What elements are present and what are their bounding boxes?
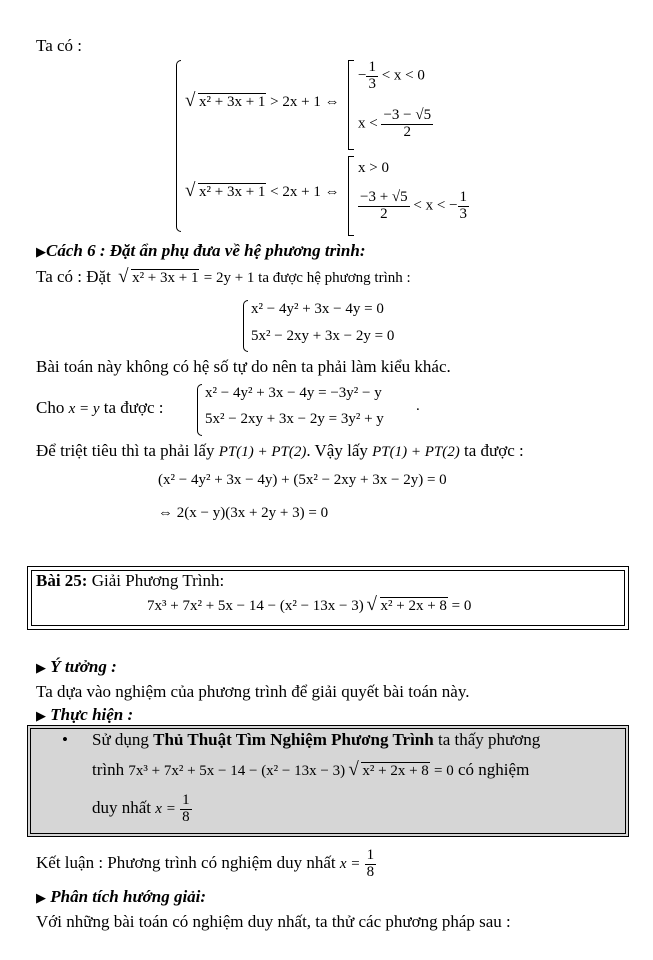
method6-intro: Ta có : Đặt √ x² + 3x + 1 = 2y + 1 ta được hệ phương trình :: [36, 267, 411, 287]
conclusion-line: Kết luận : Phương trình có nghiệm duy nhất x = $\frac{1}{8}$: [36, 847, 375, 880]
triangle-bullet-icon: ▶: [36, 244, 46, 259]
bullet-dot-icon: •: [62, 730, 68, 749]
execution-line-2: trình 7x³ + 7x² + 5x − 14 − (x² − 13x − 3) √ x² + 2x + 8 = 0 có nghiệm: [92, 760, 529, 780]
method6-heading: ▶Cách 6 : Đặt ẩn phụ đưa về hệ phương trình:: [36, 241, 366, 260]
analysis-text: Với những bài toán có nghiệm duy nhất, ta thử các phương pháp sau :: [36, 912, 511, 931]
intro-text: Ta có :: [36, 36, 83, 55]
sqrt-expression: √ x² + 3x + 1: [186, 93, 266, 111]
triangle-bullet-icon: ▶: [36, 660, 46, 675]
execution-line-3: duy nhất x = $\frac{1}{8}$: [92, 792, 190, 825]
problem-title: Bài 25: Giải Phương Trình:: [36, 571, 225, 590]
execution-heading: ▶ Thực hiện :: [36, 705, 134, 724]
idea-heading: ▶ Ý tưởng :: [36, 657, 117, 676]
triangle-bullet-icon: ▶: [36, 890, 46, 905]
sqrt-expression: √ x² + 3x + 1: [186, 183, 266, 201]
method6-note: Bài toán này không có hệ số tự do nên ta phải làm kiểu khác.: [36, 357, 451, 376]
problem-equation: 7x³ + 7x² + 5x − 14 − (x² − 13x − 3) √ x² + 2x + 8 = 0: [147, 597, 471, 615]
factored-equation: ⇔ 2(x − y)(3x + 2y + 3) = 0: [158, 505, 329, 521]
sum-equation: (x² − 4y² + 3x − 4y) + (5x² − 2xy + 3x − 2y) = 0: [158, 472, 447, 488]
execution-line-1: Sử dụng Thủ Thuật Tìm Nghiệm Phương Trình ta thấy phương: [92, 730, 541, 749]
cho-line: Cho x = y ta được :: [36, 398, 164, 417]
analysis-heading: ▶ Phân tích hướng giải:: [36, 887, 207, 906]
triet-line: Để triệt tiêu thì ta phải lấy PT(1) + PT(2). Vậy lấy PT(1) + PT(2) ta được :: [36, 441, 524, 460]
idea-text: Ta dựa vào nghiệm của phương trình để giải quyết bài toán này.: [36, 682, 470, 701]
triangle-bullet-icon: ▶: [36, 708, 46, 723]
